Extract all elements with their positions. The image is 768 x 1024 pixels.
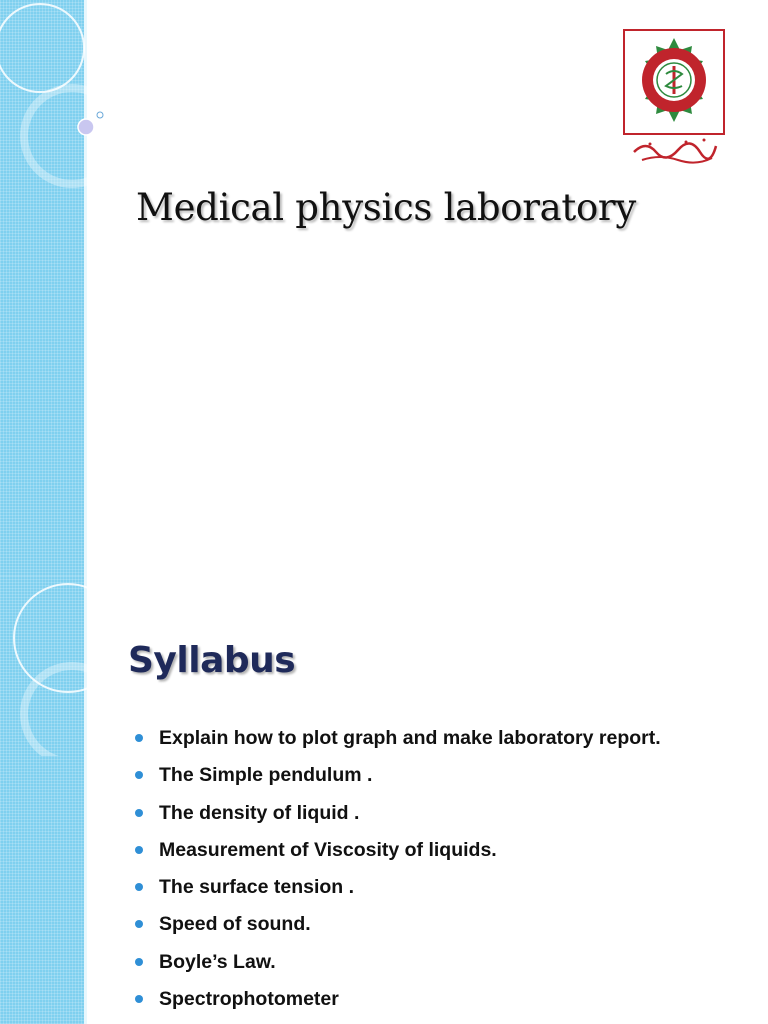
bullet-icon	[135, 734, 143, 742]
bullet-icon	[135, 995, 143, 1003]
syllabus-heading: Syllabus	[128, 640, 296, 681]
list-item: Speed of sound.	[132, 908, 661, 945]
list-item: Spectrophotometer	[132, 983, 661, 1020]
bullet-icon	[135, 846, 143, 854]
list-item: Explain how to plot graph and make laboratory report.	[132, 722, 661, 759]
list-item: Measurement of Viscosity of liquids.	[132, 834, 661, 871]
decorative-circles	[0, 576, 140, 756]
college-logo	[620, 28, 728, 166]
list-item: The density of liquid .	[132, 797, 661, 834]
bullet-icon	[135, 809, 143, 817]
slide-title: Medical physics laboratory	[136, 186, 636, 229]
list-item: Boyle’s Law.	[132, 946, 661, 983]
syllabus-list	[132, 722, 661, 1020]
decorative-circles	[0, 0, 140, 230]
bullet-icon	[135, 771, 143, 779]
bullet-icon	[135, 920, 143, 928]
bullet-icon	[135, 958, 143, 966]
list-item: The surface tension .	[132, 871, 661, 908]
list-item: The Simple pendulum .	[132, 759, 661, 796]
bullet-icon	[135, 883, 143, 891]
